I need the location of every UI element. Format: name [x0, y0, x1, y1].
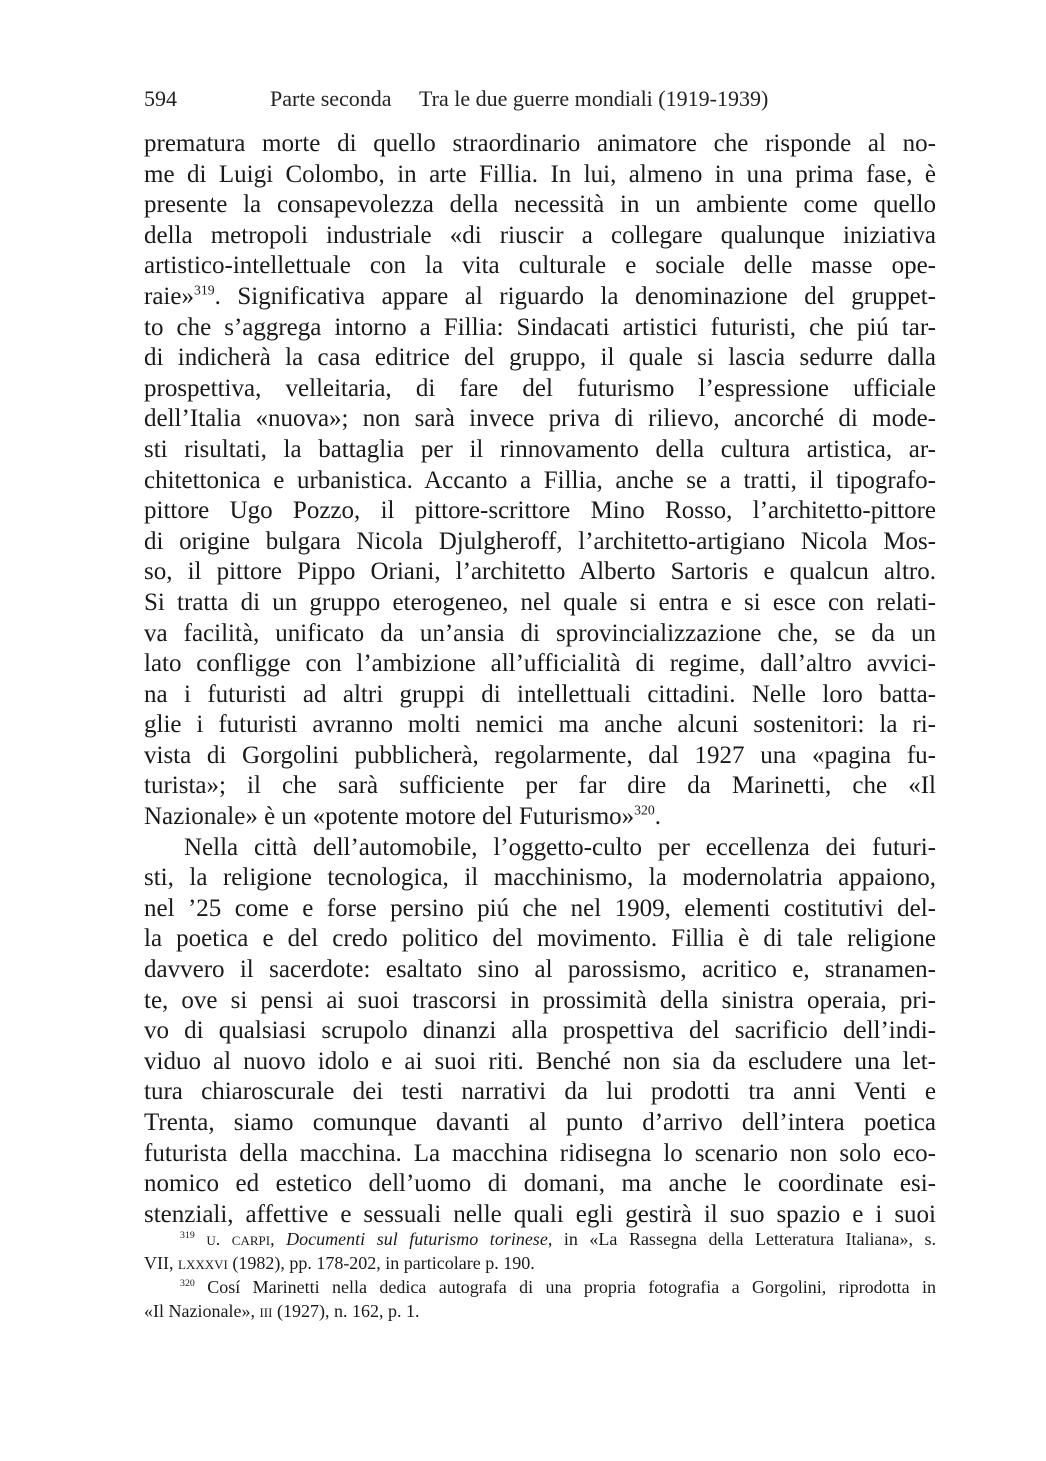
- footnote-line: [144, 1275, 936, 1299]
- text-line: vista di Gorgolini pubblicherà, regolarmente, dal 1927 una «pagina fu-: [144, 741, 936, 769]
- text-line: sti, la religione tecnologica, il macchinismo, la modernolatria appaiono,: [144, 864, 936, 892]
- text-line: prematura morte di quello straordinario animatore che risponde al no-: [144, 130, 936, 157]
- text-line: davvero il sacerdote: esaltato sino al parossismo, acritico e, stranamen-: [144, 956, 936, 984]
- footnote-ref-320[interactable]: 320: [634, 802, 655, 818]
- text-line: pittore Ugo Pozzo, il pittore-scrittore Mino Rosso, l’architetto-pittore: [144, 497, 936, 525]
- text-line: to che s’aggrega intorno a Fillia: Sindacati artistici futuristi, che piú tar-: [144, 313, 936, 341]
- text-line: di indicherà la casa editrice del gruppo, il quale si lascia sedurre dalla: [144, 344, 936, 372]
- text-line: vo di qualsiasi scrupolo dinanzi alla prospettiva del sacrificio dell’indi-: [144, 1017, 936, 1045]
- footnote-volume: lxxxvi: [178, 1253, 228, 1273]
- footnote-319: [144, 1227, 936, 1275]
- body-text: [144, 129, 936, 1230]
- text-fragment: ,: [270, 1229, 287, 1249]
- text-fragment: Nazionale» è un «potente motore del Futurismo»: [144, 803, 635, 831]
- running-head-title: Tra le due guerre mondiali (1919-1939): [419, 86, 769, 111]
- text-line: chitettonica e urbanistica. Accanto a Fillia, anche se a tratti, il tipografo-: [144, 466, 936, 494]
- page-number: 594: [144, 86, 177, 111]
- text-line: so, il pittore Pippo Oriani, l’architetto Alberto Sartoris e qualcun altro.: [144, 558, 936, 586]
- footnote-title: Documenti sul futurismo torinese: [286, 1229, 548, 1249]
- footnotes: [144, 1227, 936, 1323]
- text-fragment: (1927), n. 162, p. 1.: [272, 1301, 420, 1321]
- text-line: della metropoli industriale «di riuscir a collegare qualunque iniziativa: [144, 221, 936, 249]
- paragraph-2: [144, 833, 936, 1231]
- running-head-part: Parte seconda: [270, 86, 392, 111]
- footnote-volume: iii: [259, 1301, 273, 1321]
- text-line: Trenta, siamo comunque davanti al punto d’arrivo dell’intera poetica: [144, 1109, 936, 1136]
- footnote-320: [144, 1275, 936, 1323]
- footnote-ref-319[interactable]: 319: [193, 282, 215, 298]
- text-line: presente la consapevolezza della necessità in un ambiente come quello: [144, 191, 936, 219]
- text-line: sti risultati, la battaglia per il rinnovamento della cultura artistica, ar-: [144, 435, 936, 463]
- text-fragment: (1982), pp. 178-202, in particolare p. 190.: [227, 1253, 535, 1273]
- text-fragment: . Significativa appare al riguardo la denominazione del gruppet-: [214, 282, 936, 310]
- text-line: artistico-intellettuale con la vita culturale e sociale delle masse ope-: [144, 252, 936, 280]
- text-line: viduo al nuovo idolo e ai suoi riti. Benché non sia da escludere una let-: [144, 1047, 936, 1075]
- text-fragment: Cosí Marinetti nella dedica autografa di una propria fotografia a Gorgolini, riprodotta in: [207, 1277, 936, 1297]
- text-line: futurista della macchina. La macchina ridisegna lo scenario non solo eco-: [144, 1139, 936, 1167]
- footnote-number: 320: [180, 1278, 195, 1289]
- text-line: me di Luigi Colombo, in arte Fillia. In lui, almeno in una prima fase, è: [144, 160, 936, 188]
- text-line: nel ’25 come e forse persino piú che nel 1909, elementi costitutivi del-: [144, 894, 936, 922]
- footnote-line: [144, 1251, 936, 1275]
- text-line: na i futuristi ad altri gruppi di intellettuali cittadini. Nelle loro batta-: [144, 680, 936, 708]
- text-line: di origine bulgara Nicola Djulgheroff, l’architetto-artigiano Nicola Mos-: [144, 527, 936, 555]
- footnote-author: u. carpi: [206, 1229, 271, 1249]
- text-line: tura chiaroscurale dei testi narrativi da lui prodotti tra anni Venti e: [144, 1078, 936, 1106]
- text-line: prospettiva, velleitaria, di fare del futurismo l’espressione ufficiale: [144, 374, 936, 402]
- text-line: nomico ed estetico dell’uomo di domani, ma anche le coordinate esi-: [144, 1170, 936, 1198]
- text-line: glie i futuristi avranno molti nemici ma anche alcuni sostenitori: la ri-: [144, 711, 936, 739]
- paragraph-1: [144, 129, 936, 833]
- text-line: Si tratta di un gruppo eterogeneo, nel quale si entra e si esce con relati-: [144, 588, 936, 616]
- text-fragment: raie»: [144, 282, 194, 310]
- footnote-line: [144, 1227, 936, 1251]
- text-line: va facilità, unificato da un’ansia di sprovincializzazione che, se da un: [144, 619, 936, 647]
- text-fragment: .: [654, 803, 662, 831]
- text-line: la poetica e del credo politico del movimento. Fillia è di tale religione: [144, 925, 936, 953]
- text-line: lato confligge con l’ambizione all’ufficialità di regime, dall’altro avvici-: [144, 650, 936, 678]
- footnote-number: 319: [180, 1230, 195, 1241]
- text-fragment: , in «La Rassegna della Letteratura Italiana», s.: [547, 1229, 936, 1249]
- footnote-line: [144, 1299, 936, 1323]
- text-fragment: VII,: [144, 1253, 178, 1273]
- text-line: turista»; il che sarà sufficiente per far dire da Marinetti, che «Il: [144, 772, 936, 800]
- text-line: stenziali, affettive e sessuali nelle quali egli gestirà il suo spazio e i suoi: [144, 1200, 936, 1228]
- text-line: [144, 802, 936, 833]
- text-line: [144, 282, 936, 313]
- text-line: dell’Italia «nuova»; non sarà invece priva di rilievo, ancorché di mode-: [144, 405, 936, 433]
- text-line: te, ove si pensi ai suoi trascorsi in prossimità della sinistra operaia, pri-: [144, 986, 936, 1014]
- text-fragment: «Il Nazionale»,: [144, 1301, 260, 1321]
- running-head: [144, 84, 944, 114]
- text-line: Nella città dell’automobile, l’oggetto-culto per eccellenza dei futuri-: [184, 833, 936, 861]
